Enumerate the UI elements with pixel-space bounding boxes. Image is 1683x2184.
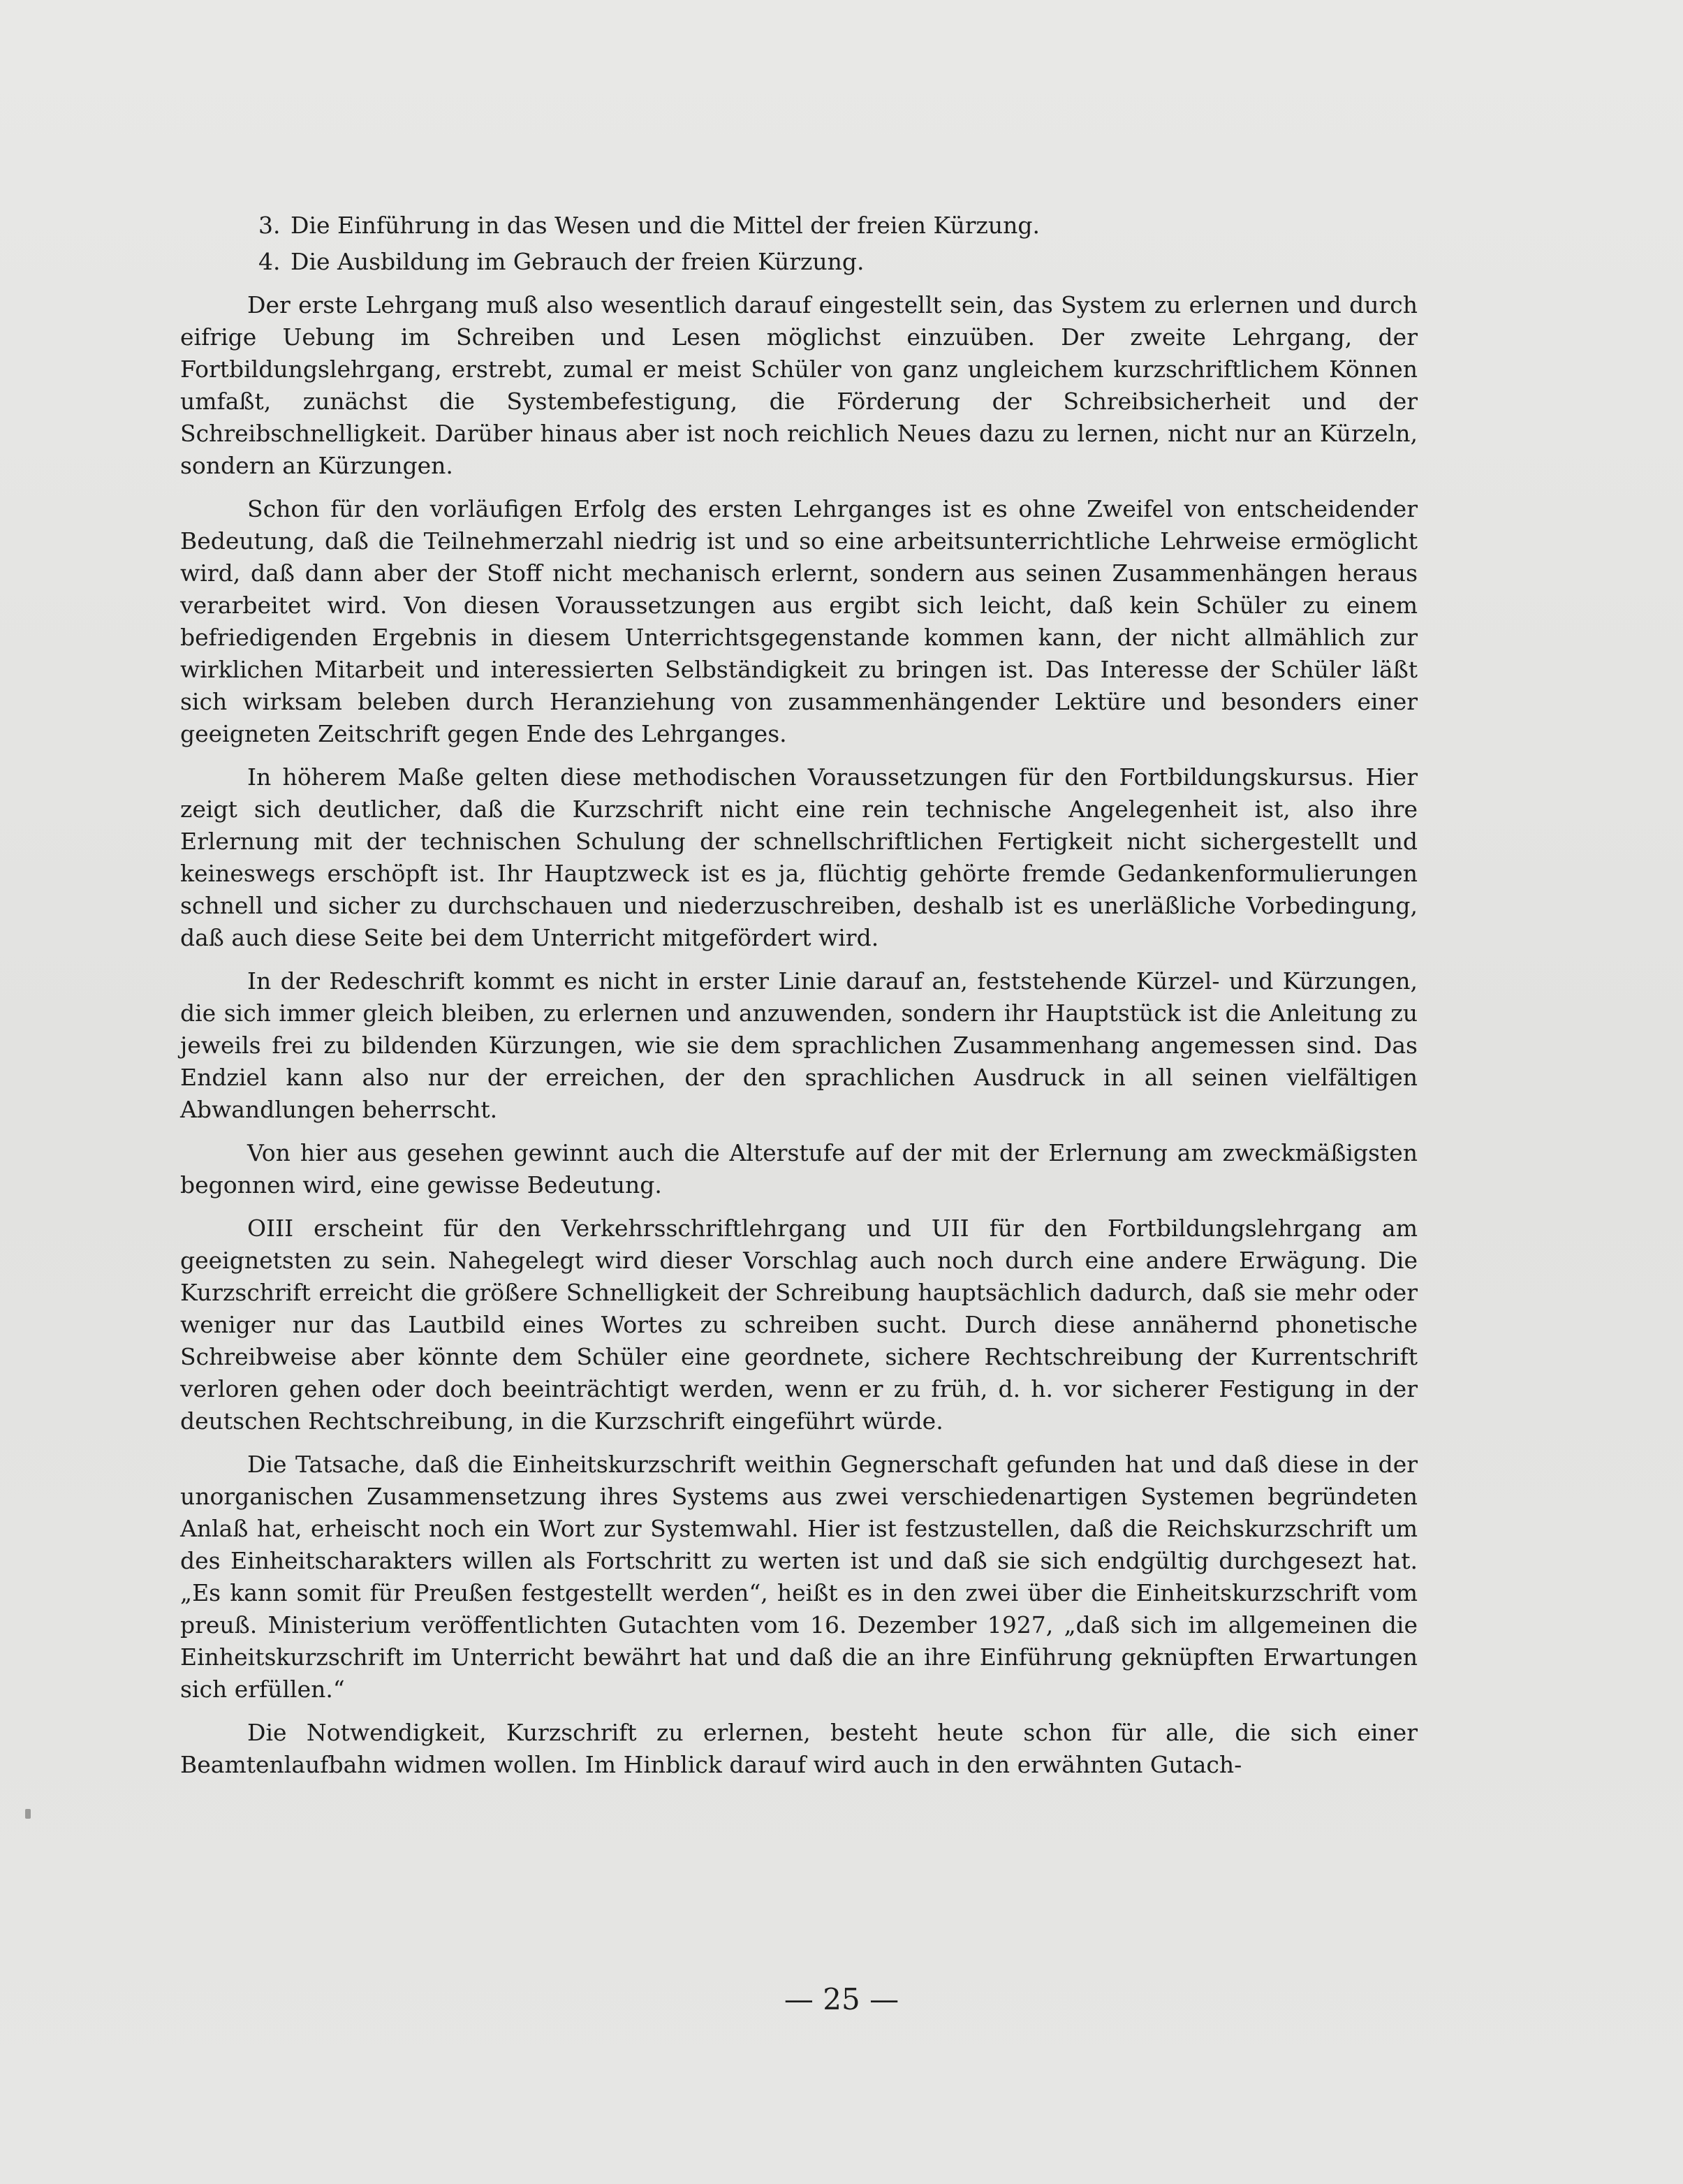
list-item-4	[258, 246, 1418, 278]
paragraph-4: In der Redeschrift kommt es nicht in erster Linie darauf an, feststehende Kürzel- und Kürzungen, die sich immer gleich bleiben, zu erlernen und anzuwenden, sondern ihr Hauptstück ist die Anleitung zu jeweils frei zu bildenden Kürzungen, wie sie dem sprachlichen Zusammenhang angemessen sind. Das Endziel kann also nur der erreichen, der den sprachlichen Ausdruck in all seinen vielfältigen Abwandlungen beherrscht.	[180, 967, 1418, 1123]
paragraph-1: Der erste Lehrgang muß also wesentlich darauf eingestellt sein, das System zu erlernen und durch eifrige Uebung im Schreiben und Lesen möglichst einzuüben. Der zweite Lehrgang, der Fortbildungslehrgang, erstrebt, zumal er meist Schüler von ganz ungleichem kurzschriftlichem Können umfaßt, zunächst die Systembefestigung, die Förderung der Schreibsicherheit und der Schreibschnelligkeit. Darüber hinaus aber ist noch reichlich Neues dazu zu lernen, nicht nur an Kürzeln, sondern an Kürzungen.	[180, 291, 1418, 479]
body-text	[180, 210, 1418, 1781]
page-number: — 25 —	[784, 1982, 899, 2016]
paragraph-3: In höherem Maße gelten diese methodischen Voraussetzungen für den Fortbildungskursus. Hier zeigt sich deutlicher, daß die Kurzschrift nicht eine rein technische Angelegenheit ist, also ihre Erlernung mit der technischen Schulung der schnellschriftlichen Fertigkeit nicht sichergestellt und keineswegs erschöpft ist. Ihr Hauptzweck ist es ja, flüchtig gehörte fremde Gedankenformulierungen schnell und sicher zu durchschauen und niederzuschreiben, deshalb ist es unerläßliche Vorbedingung, daß auch diese Seite bei dem Unterricht mitgefördert wird.	[180, 763, 1418, 951]
list-item-number: 3.	[258, 212, 281, 239]
paragraph-5: Von hier aus gesehen gewinnt auch die Alterstufe auf der mit der Erlernung am zweckmäßigsten begonnen wird, eine gewisse Bedeutung.	[180, 1139, 1418, 1199]
list-item-text: Die Einführung in das Wesen und die Mittel der freien Kürzung.	[291, 212, 1041, 239]
paragraph-8: Die Notwendigkeit, Kurzschrift zu erlernen, besteht heute schon für alle, die sich einer Beamtenlaufbahn widmen wollen. Im Hinblick darauf wird auch in den erwähnten Gutach-	[180, 1719, 1418, 1778]
list-item-text: Die Ausbildung im Gebrauch der freien Kürzung.	[291, 248, 865, 275]
paragraph-6: OIII erscheint für den Verkehrsschriftlehrgang und UII für den Fortbildungslehrgang am geeignetsten zu sein. Nahegelegt wird dieser Vorschlag auch noch durch eine andere Erwägung. Die Kurzschrift erreicht die größere Schnelligkeit der Schreibung hauptsächlich dadurch, daß sie mehr oder weniger nur das Lautbild eines Wortes zu schreiben sucht. Durch diese annähernd phonetische Schreibweise aber könnte dem Schüler eine geordnete, sichere Rechtschreibung der Kurrentschrift verloren gehen oder doch beeinträchtigt werden, wenn er zu früh, d. h. vor sicherer Festigung in der deutschen Rechtschreibung, in die Kurzschrift eingeführt würde.	[180, 1215, 1418, 1435]
list-item-number: 4.	[258, 248, 281, 275]
paragraph-2: Schon für den vorläufigen Erfolg des ersten Lehrganges ist es ohne Zweifel von entscheidender Bedeutung, daß die Teilnehmerzahl niedrig ist und so eine arbeitsunterrichtliche Lehrweise ermöglicht wird, daß dann aber der Stoff nicht mechanisch erlernt, sondern aus seinen Zusammenhängen heraus verarbeitet wird. Von diesen Voraussetzungen aus ergibt sich leicht, daß kein Schüler zu einem befriedigenden Ergebnis in diesem Unterrichtsgegenstande kommen kann, der nicht allmählich zur wirklichen Mitarbeit und interessierten Selbständigkeit zu bringen ist. Das Interesse der Schüler läßt sich wirksam beleben durch Heranziehung von zusammenhängender Lektüre und besonders einer geeigneten Zeitschrift gegen Ende des Lehrganges.	[180, 495, 1418, 747]
paragraph-7: Die Tatsache, daß die Einheitskurzschrift weithin Gegnerschaft gefunden hat und daß diese in der unorganischen Zusammensetzung ihres Systems aus zwei verschiedenartigen Systemen begründeten Anlaß hat, erheischt noch ein Wort zur Systemwahl. Hier ist festzustellen, daß die Reichskurzschrift um des Einheitscharakters willen als Fortschritt zu werten ist und daß sie sich endgültig durchgesezt hat. „Es kann somit für Preußen festgestellt werden“, heißt es in den zwei über die Einheitskurzschrift vom preuß. Ministerium veröffentlichten Gutachten vom 16. Dezember 1927, „daß sich im allgemeinen die Einheitskurzschrift im Unterricht bewährt hat und daß die an ihre Einführung geknüpften Erwartungen sich erfüllen.“	[180, 1451, 1418, 1703]
scan-mark	[25, 1809, 31, 1819]
list-item-3	[258, 210, 1418, 242]
